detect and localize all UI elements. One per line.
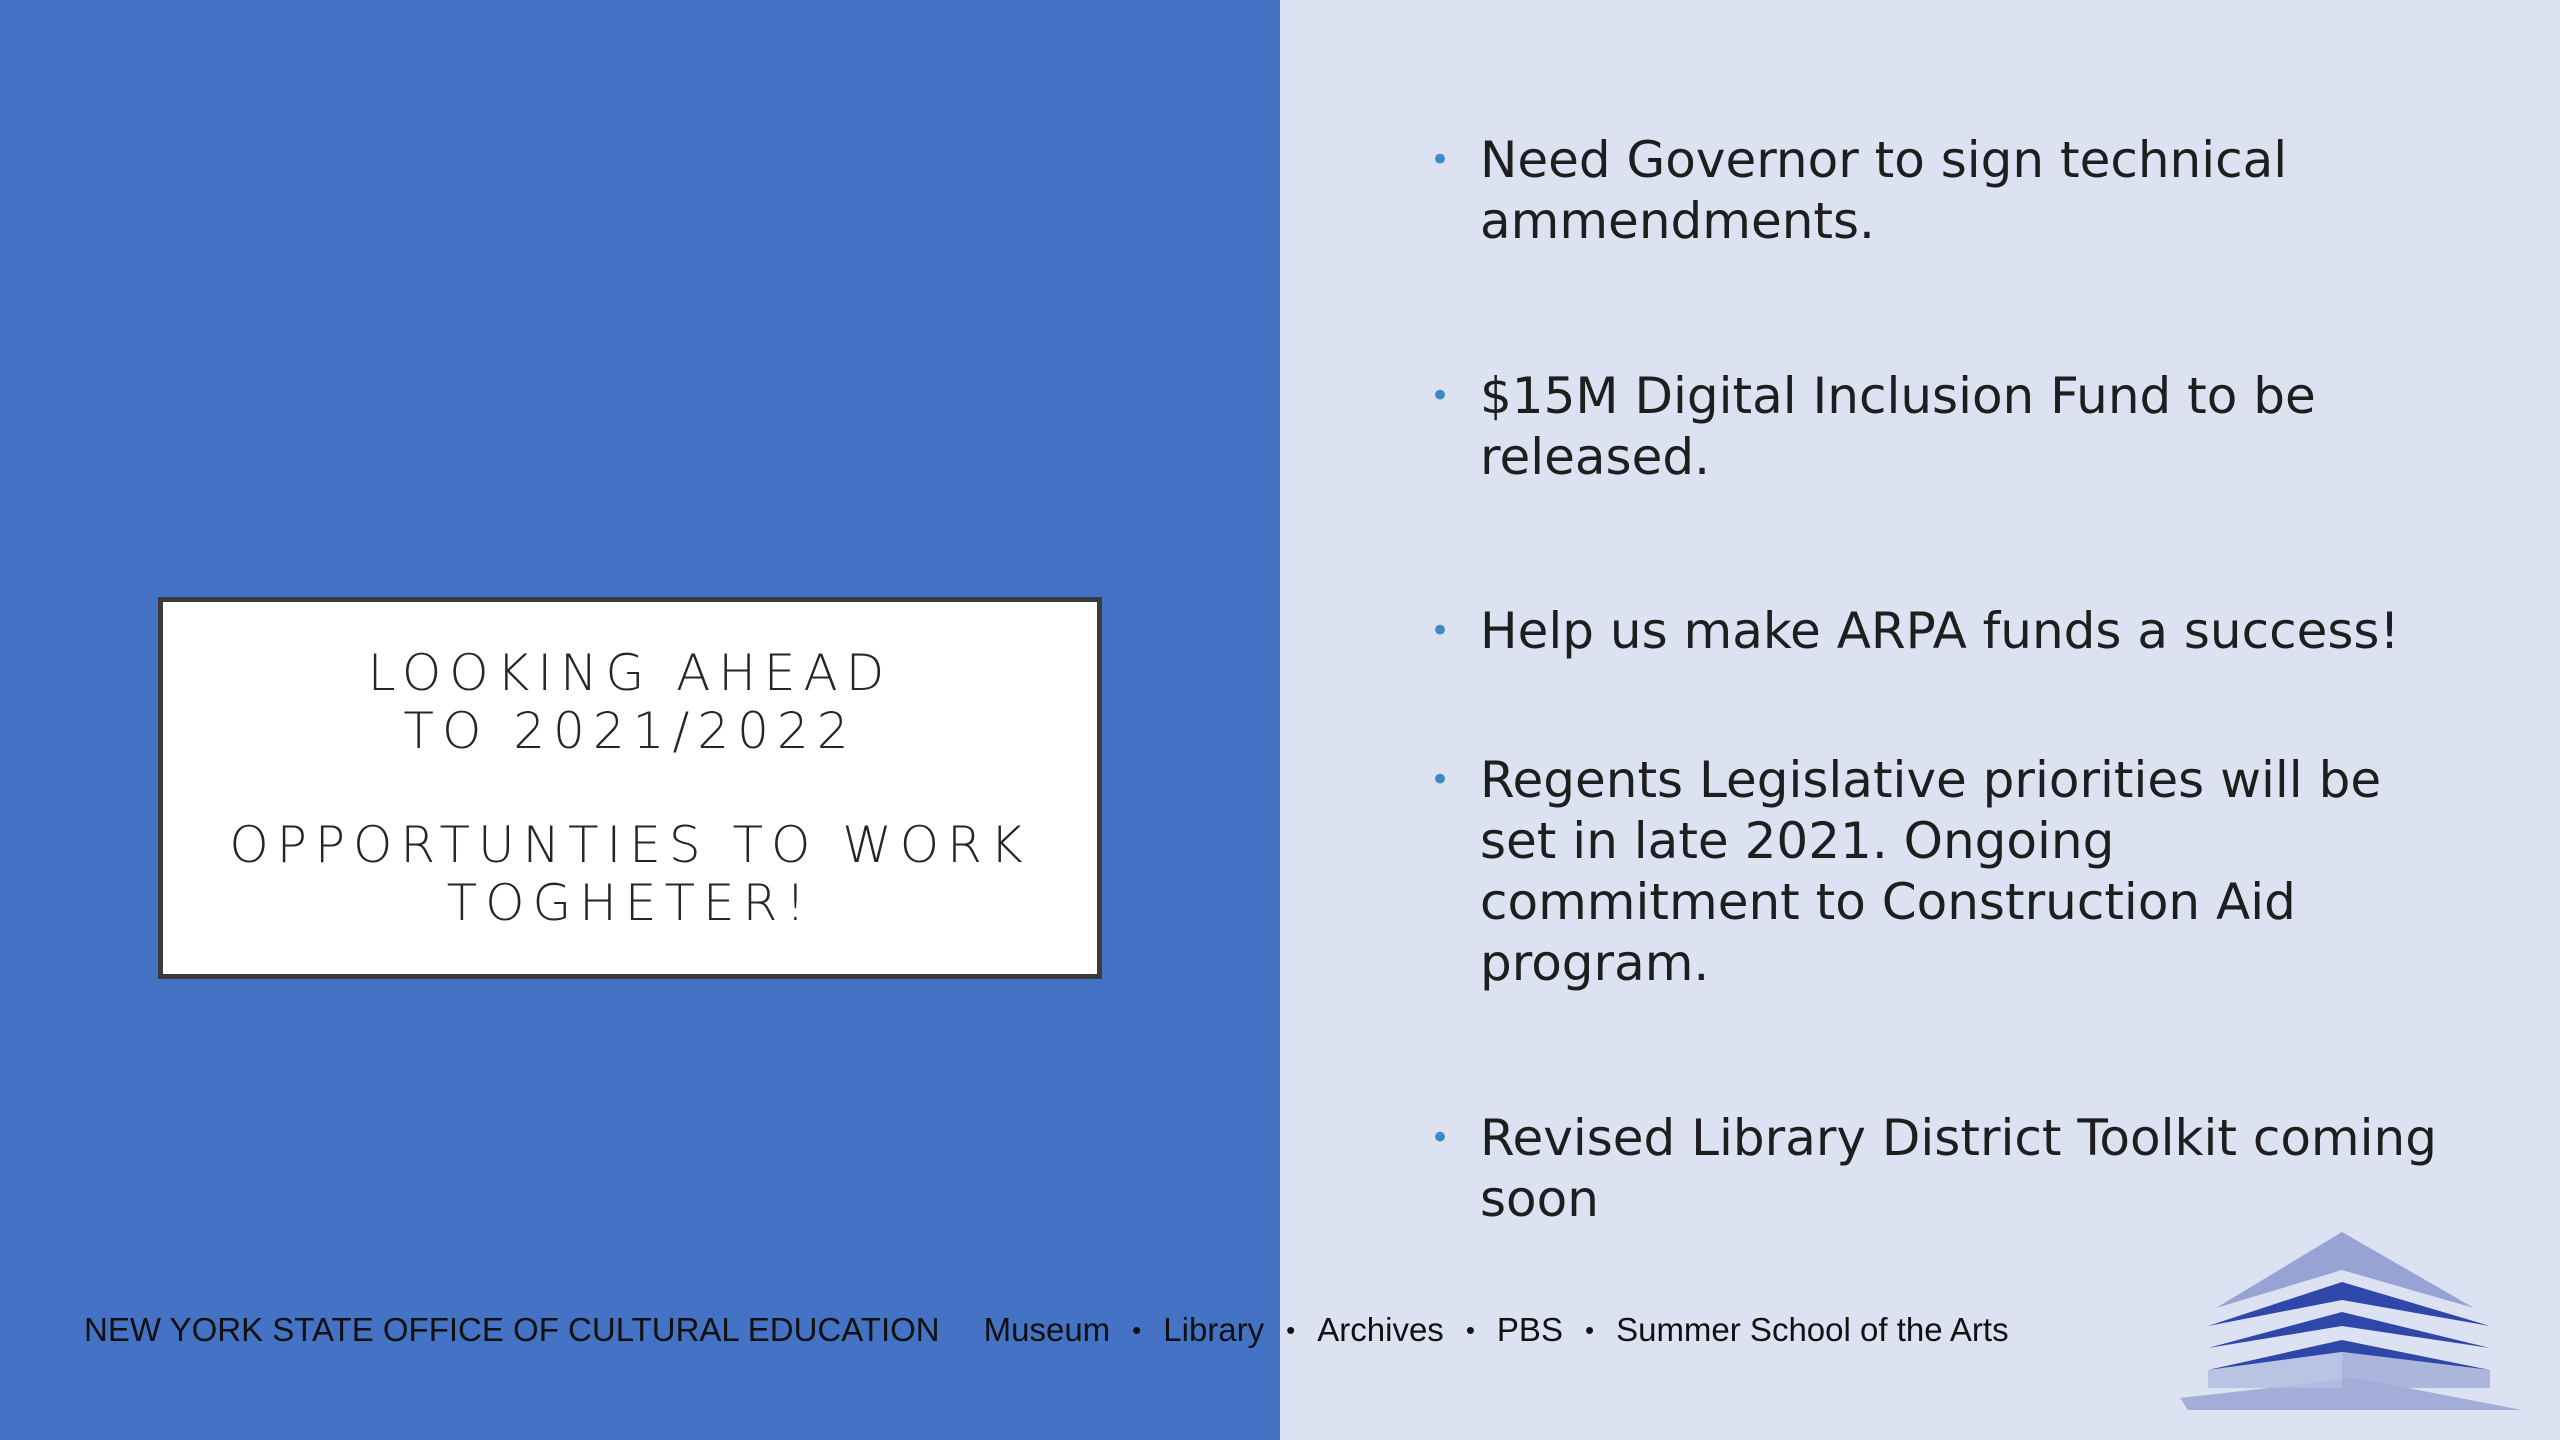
- title-line-2: TO 2021/2022: [403, 702, 857, 760]
- bullet-text: Help us make ARPA funds a success!: [1480, 602, 2400, 660]
- footer-link-archives[interactable]: Archives: [1317, 1311, 1444, 1348]
- footer-org-name: NEW YORK STATE OFFICE OF CULTURAL EDUCATION: [84, 1311, 940, 1348]
- footer-separator: •: [1465, 1314, 1475, 1345]
- bullet-item: [1430, 750, 2440, 994]
- bullet-dot-icon: •: [1430, 140, 1451, 180]
- title-line-1: LOOKING AHEAD: [367, 644, 893, 702]
- title-box: [158, 597, 1102, 979]
- bullet-item: [1430, 1108, 2440, 1230]
- footer-separator: •: [1286, 1314, 1296, 1345]
- footer-link-summer-school[interactable]: Summer School of the Arts: [1616, 1311, 2009, 1348]
- subtitle-line-1: OPPORTUNTIES TO WORK: [229, 816, 1031, 874]
- bullet-dot-icon: •: [1430, 1118, 1451, 1158]
- footer-link-museum[interactable]: Museum: [983, 1311, 1111, 1348]
- bullet-text: $15M Digital Inclusion Fund to be released.: [1480, 367, 2316, 486]
- footer-link-library[interactable]: Library: [1163, 1311, 1265, 1348]
- bullet-text: Need Governor to sign technical ammendments.: [1480, 131, 2288, 250]
- bullet-item: [1430, 130, 2440, 252]
- footer: [84, 1305, 2009, 1355]
- subtitle-line-2: TOGHETER!: [446, 874, 814, 932]
- bullet-item: [1430, 366, 2440, 488]
- footer-separator: •: [1132, 1314, 1142, 1345]
- bullet-dot-icon: •: [1430, 760, 1451, 800]
- footer-separator: •: [1584, 1314, 1595, 1345]
- bullet-dot-icon: •: [1430, 376, 1451, 416]
- bullet-item: [1430, 601, 2440, 662]
- building-logo-icon: [2178, 1230, 2524, 1410]
- bullet-text: Revised Library District Toolkit coming soon: [1480, 1109, 2437, 1228]
- bullet-dot-icon: •: [1430, 611, 1451, 651]
- footer-link-pbs[interactable]: PBS: [1496, 1311, 1563, 1348]
- bullet-text: Regents Legislative priorities will be set in late 2021. Ongoing commitment to Construction Aid program.: [1480, 751, 2382, 992]
